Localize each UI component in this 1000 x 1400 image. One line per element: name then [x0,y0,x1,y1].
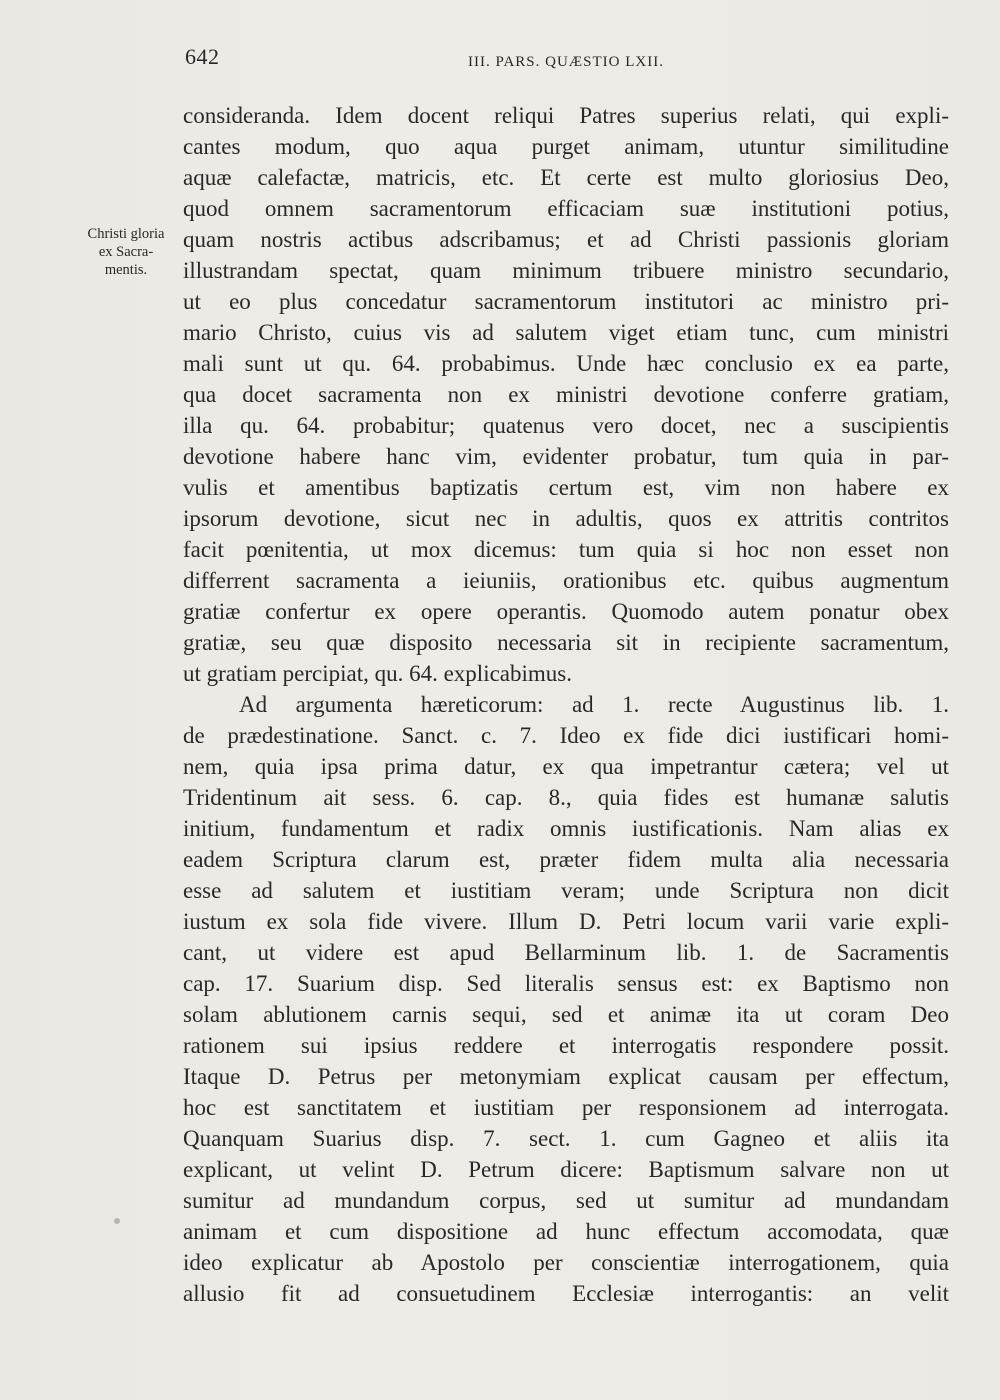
text-line: Ad argumenta hæreticorum: ad 1. recte Augustinus lib. 1. [239,692,949,717]
text-line: Quanquam Suarius disp. 7. sect. 1. cum Gagneo et aliis ita [183,1126,949,1151]
margin-note-line: mentis. [104,262,148,278]
margin-note-line: Christi gloria [87,226,165,242]
text-line: cant, ut videre est apud Bellarminum lib. 1. de Sacramentis [183,940,949,965]
text-line: illustrandam spectat, quam minimum tribuere ministro secundario, [183,258,949,283]
text-line: hoc est sanctitatem et iustitiam per responsionem ad interrogata. [183,1095,949,1120]
text-line: quod omnem sacramentorum efficaciam suæ institutioni potius, [183,196,949,221]
text-line: facit pœnitentia, ut mox dicemus: tum quia si hoc non esset non [183,537,949,562]
text-line: differrent sacramenta a ieiuniis, orationibus etc. quibus augmentum [183,568,949,593]
text-line: allusio fit ad consuetudinem Ecclesiæ interrogantis: an velit [183,1281,949,1306]
text-line: cap. 17. Suarium disp. Sed literalis sensus est: ex Baptismo non [183,971,949,996]
text-line: quam nostris actibus adscribamus; et ad Christi passionis gloriam [183,227,949,252]
text-line: illa qu. 64. probabitur; quatenus vero docet, nec a suscipientis [183,413,949,438]
margin-note [70,225,182,279]
text-line: Itaque D. Petrus per metonymiam explicat causam per effectum, [183,1064,949,1089]
text-line: esse ad salutem et iustitiam veram; unde Scriptura non dicit [183,878,949,903]
text-line: rationem sui ipsius reddere et interrogatis respondere possit. [183,1033,949,1058]
text-line: gratiæ confertur ex opere operantis. Quomodo autem ponatur obex [183,599,949,624]
page-header [0,44,1000,74]
text-line: vulis et amentibus baptizatis certum est, vim non habere ex [183,475,949,500]
text-line: mario Christo, cuius vis ad salutem viget etiam tunc, cum ministri [183,320,949,345]
text-line: ipsorum devotione, sicut nec in adultis, quos ex attritis contritos [183,506,949,531]
margin-note-line: ex Sacra- [98,244,154,260]
text-line: nem, quia ipsa prima datur, ex qua impetrantur cætera; vel ut [183,754,949,779]
text-line: eadem Scriptura clarum est, præter fidem multa alia necessaria [183,847,949,872]
running-head: III. PARS. QUÆSTIO LXII. [468,54,664,70]
text-line: mali sunt ut qu. 64. probabimus. Unde hæc conclusio ex ea parte, [183,351,949,376]
body-text [183,100,949,1309]
text-line: consideranda. Idem docent reliqui Patres superius relati, qui expli- [183,103,949,128]
text-line: ideo explicatur ab Apostolo per conscientiæ interrogationem, quia [183,1250,949,1275]
text-line: ut gratiam percipiat, qu. 64. explicabimus. [183,661,572,686]
text-line: explicant, ut velint D. Petrum dicere: Baptismum salvare non ut [183,1157,949,1182]
text-line: iustum ex sola fide vivere. Illum D. Petri locum varii varie expli- [183,909,949,934]
text-line: cantes modum, quo aqua purget animam, utuntur similitudine [183,134,949,159]
text-line: initium, fundamentum et radix omnis iustificationis. Nam alias ex [183,816,949,841]
text-line: de prædestinatione. Sanct. c. 7. Ideo ex fide dici iustificari homi- [183,723,949,748]
text-line: devotione habere hanc vim, evidenter probatur, tum quia in par- [183,444,949,469]
page-number: 642 [185,44,220,69]
text-line: sumitur ad mundandum corpus, sed ut sumitur ad mundandam [183,1188,949,1213]
text-line: solam ablutionem carnis sequi, sed et animæ ita ut coram Deo [183,1002,949,1027]
text-line: aquæ calefactæ, matricis, etc. Et certe est multo gloriosius Deo, [183,165,949,190]
ink-speck [114,1218,120,1224]
text-line: animam et cum dispositione ad hunc effectum accomodata, quæ [183,1219,949,1244]
text-line: Tridentinum ait sess. 6. cap. 8., quia fides est humanæ salutis [183,785,949,810]
text-line: gratiæ, seu quæ disposito necessaria sit in recipiente sacramentum, [183,630,949,655]
text-line: ut eo plus concedatur sacramentorum institutori ac ministro pri- [183,289,949,314]
text-line: qua docet sacramenta non ex ministri devotione conferre gratiam, [183,382,949,407]
